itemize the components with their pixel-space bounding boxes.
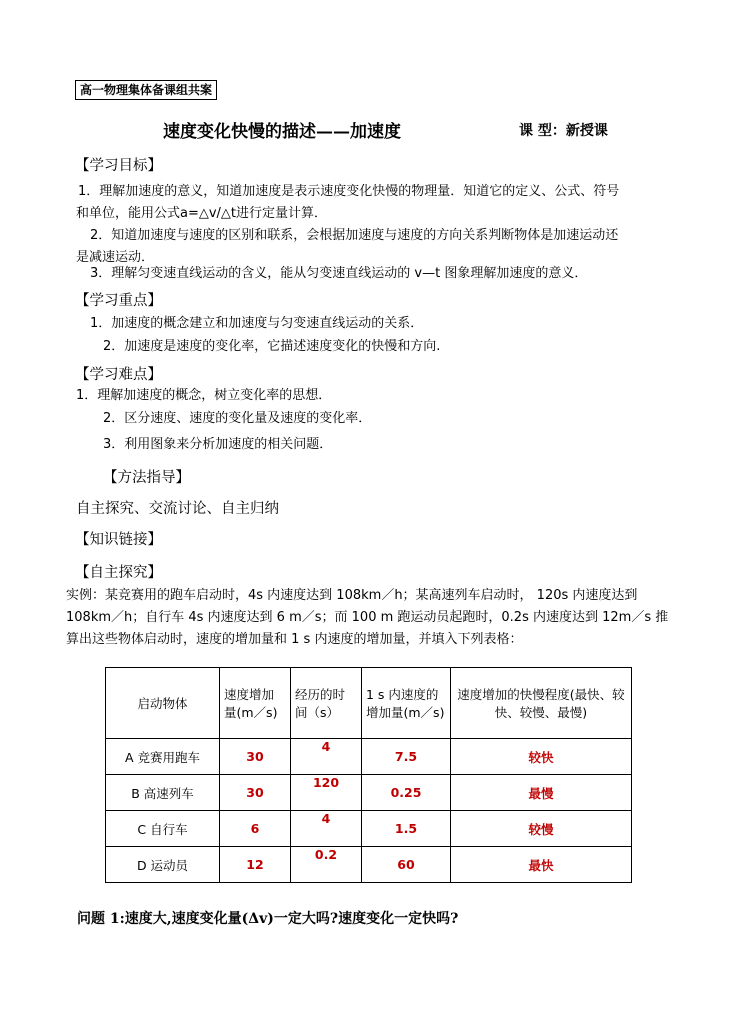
question-1: 问题 1:速度大,速度变化量(Δv)一定大吗?速度变化一定快吗? xyxy=(77,911,459,927)
cell-speed-increase: 6 xyxy=(220,811,291,847)
cell-object: D 运动员 xyxy=(106,847,220,883)
table-header-row xyxy=(106,668,632,739)
self-explore-heading: 【自主探究】 xyxy=(75,565,162,581)
cell-speed-increase: 12 xyxy=(220,847,291,883)
cell-speed-rating: 较快 xyxy=(451,739,632,775)
cell-per-second-increase: 60 xyxy=(362,847,451,883)
cell-elapsed-time-value: 0.2 xyxy=(314,847,338,862)
example-line-3: 算出这些物体启动时，速度的增加量和 1 s 内速度的增加量，并填入下列表格： xyxy=(66,632,523,647)
goal-1-line-1: 1．理解加速度的意义，知道加速度是表示速度变化快慢的物理量．知道它的定义、公式、符号 xyxy=(78,184,620,199)
cell-elapsed-time xyxy=(291,775,362,811)
difficulty-1: 1．理解加速度的概念，树立变化率的思想． xyxy=(76,388,332,403)
goals-heading: 【学习目标】 xyxy=(75,158,162,174)
header-elapsed-time: 经历的时间（s） xyxy=(291,668,362,739)
cell-elapsed-time xyxy=(291,811,362,847)
cell-speed-increase: 30 xyxy=(220,775,291,811)
example-line-2: 108km／h；自行车 4s 内速度达到 6 m／s；而 100 m 跑运动员起跑时，0.2s 内速度达到 12m／s 推 xyxy=(66,610,669,625)
header-speed-increase: 速度增加量(m／s) xyxy=(220,668,291,739)
knowledge-link-heading: 【知识链接】 xyxy=(75,532,162,548)
cell-speed-rating: 较慢 xyxy=(451,811,632,847)
key-point-1: 1．加速度的概念建立和加速度与匀变速直线运动的关系． xyxy=(90,316,424,331)
cell-per-second-increase: 1.5 xyxy=(362,811,451,847)
cell-speed-increase: 30 xyxy=(220,739,291,775)
table-row xyxy=(106,739,632,775)
cell-elapsed-time xyxy=(291,847,362,883)
startup-table xyxy=(105,667,632,883)
cell-per-second-increase: 0.25 xyxy=(362,775,451,811)
difficulties-heading: 【学习难点】 xyxy=(75,367,162,383)
header-box: 高一物理集体备课组共案 xyxy=(75,80,217,100)
difficulty-3: 3．利用图象来分析加速度的相关问题． xyxy=(103,437,333,452)
header-per-second-increase: 1 s 内速度的增加量(m／s) xyxy=(362,668,451,739)
table-row xyxy=(106,775,632,811)
goal-2-line-2: 是减速运动． xyxy=(76,250,155,265)
cell-object: B 高速列车 xyxy=(106,775,220,811)
cell-elapsed-time-value: 4 xyxy=(321,739,331,754)
difficulty-2: 2．区分速度、速度的变化量及速度的变化率． xyxy=(103,411,372,426)
goal-2-line-1: 2．知道加速度与速度的区别和联系，会根据加速度与速度的方向关系判断物体是加速运动还 xyxy=(90,228,619,243)
method-heading: 【方法指导】 xyxy=(103,470,190,486)
cell-speed-rating: 最快 xyxy=(451,847,632,883)
page-title: 速度变化快慢的描述——加速度 xyxy=(163,122,401,142)
method-body: 自主探究、交流讨论、自主归纳 xyxy=(76,501,279,517)
cell-object: A 竞赛用跑车 xyxy=(106,739,220,775)
goal-1-line-2: 和单位，能用公式a=△v/△t进行定量计算． xyxy=(76,206,328,221)
key-point-2: 2．加速度是速度的变化率，它描述速度变化的快慢和方向. xyxy=(103,339,441,354)
cell-elapsed-time-value: 120 xyxy=(312,775,340,790)
lesson-type: 课 型：新授课 xyxy=(519,123,608,139)
cell-elapsed-time-value: 4 xyxy=(321,811,331,826)
example-line-1: 实例：某竞赛用的跑车启动时，4s 内速度达到 108km／h；某高速列车启动时， 120s 内速度达到 xyxy=(66,588,638,603)
cell-per-second-increase: 7.5 xyxy=(362,739,451,775)
header-object: 启动物体 xyxy=(106,668,220,739)
table-row xyxy=(106,847,632,883)
key-points-heading: 【学习重点】 xyxy=(75,293,162,309)
cell-elapsed-time xyxy=(291,739,362,775)
cell-speed-rating: 最慢 xyxy=(451,775,632,811)
goal-3: 3．理解匀变速直线运动的含义，能从匀变速直线运动的 v—t 图象理解加速度的意义． xyxy=(90,266,588,281)
table-row xyxy=(106,811,632,847)
header-speed-rating: 速度增加的快慢程度(最快、较快、较慢、最慢) xyxy=(451,668,632,739)
cell-object: C 自行车 xyxy=(106,811,220,847)
